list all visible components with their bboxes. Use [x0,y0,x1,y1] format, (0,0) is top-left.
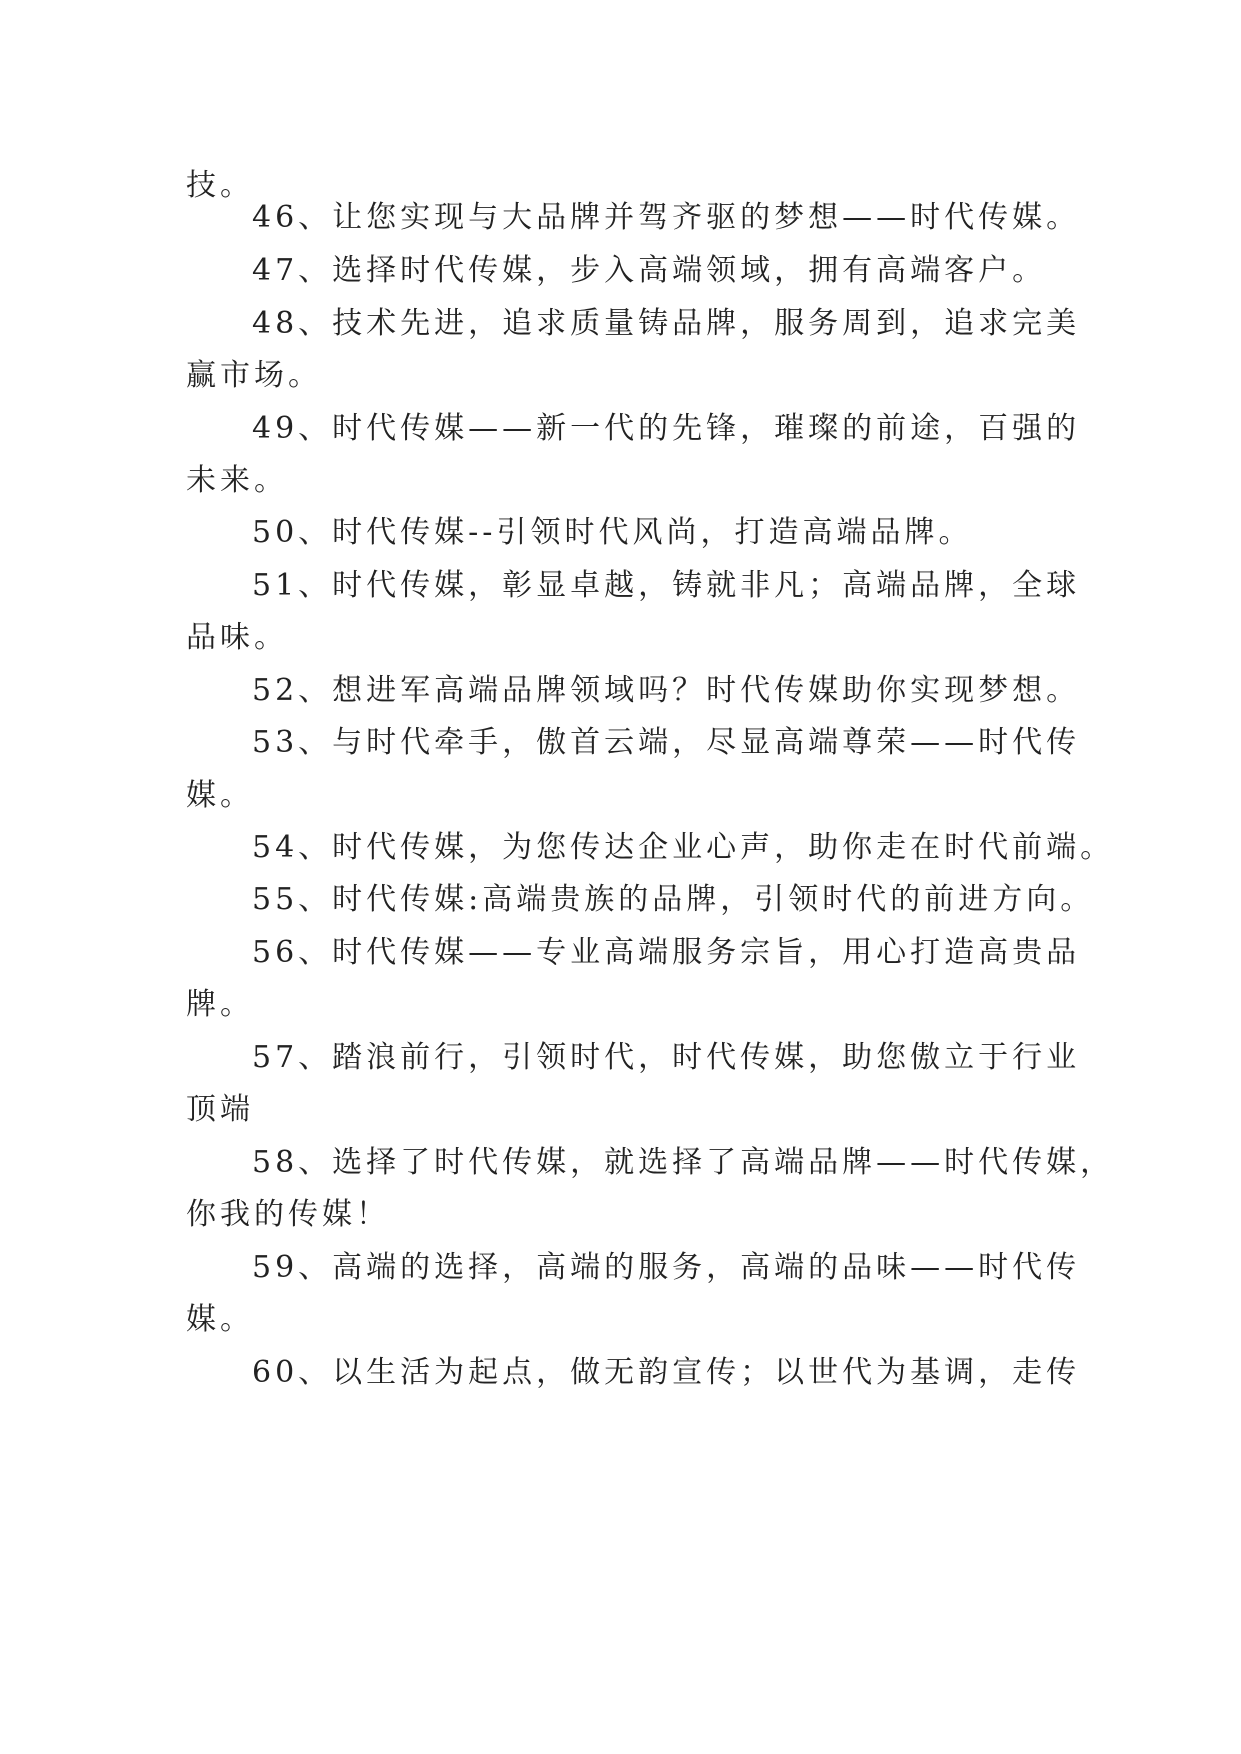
text-line: 赢市场。 [186,358,322,393]
text-line: 媒。 [186,778,254,813]
text-line: 牌。 [186,987,254,1022]
text-line: 46、让您实现与大品牌并驾齐驱的梦想——时代传媒。 [252,200,1081,235]
text-line: 52、想进军高端品牌领域吗？时代传媒助你实现梦想。 [252,673,1081,708]
text-line: 48、技术先进，追求质量铸品牌，服务周到，追求完美 [252,306,1081,341]
text-line: 59、高端的选择，高端的服务，高端的品味——时代传 [252,1250,1081,1285]
text-line: 58、选择了时代传媒，就选择了高端品牌——时代传媒， [252,1145,1115,1180]
text-line: 未来。 [186,463,288,498]
text-line: 品味。 [186,620,288,655]
text-line: 56、时代传媒——专业高端服务宗旨，用心打造高贵品 [252,935,1081,970]
text-line: 54、时代传媒，为您传达企业心声，助你走在时代前端。 [252,830,1115,865]
text-line: 47、选择时代传媒，步入高端领域，拥有高端客户。 [252,253,1047,288]
text-line: 60、以生活为起点，做无韵宣传；以世代为基调，走传 [252,1355,1081,1390]
text-line: 51、时代传媒，彰显卓越，铸就非凡；高端品牌，全球 [252,568,1081,603]
text-line: 技。 [186,168,254,203]
text-line: 你我的传媒！ [186,1197,390,1232]
text-line: 49、时代传媒——新一代的先锋，璀璨的前途，百强的 [252,411,1081,446]
text-line: 顶端 [186,1092,254,1127]
text-line: 媒。 [186,1302,254,1337]
text-line: 55、时代传媒:高端贵族的品牌，引领时代的前进方向。 [252,882,1095,917]
text-line: 53、与时代牵手，傲首云端，尽显高端尊荣——时代传 [252,725,1081,760]
text-line: 50、时代传媒--引领时代风尚，打造高端品牌。 [252,515,973,550]
text-line: 57、踏浪前行，引领时代，时代传媒，助您傲立于行业 [252,1040,1081,1075]
